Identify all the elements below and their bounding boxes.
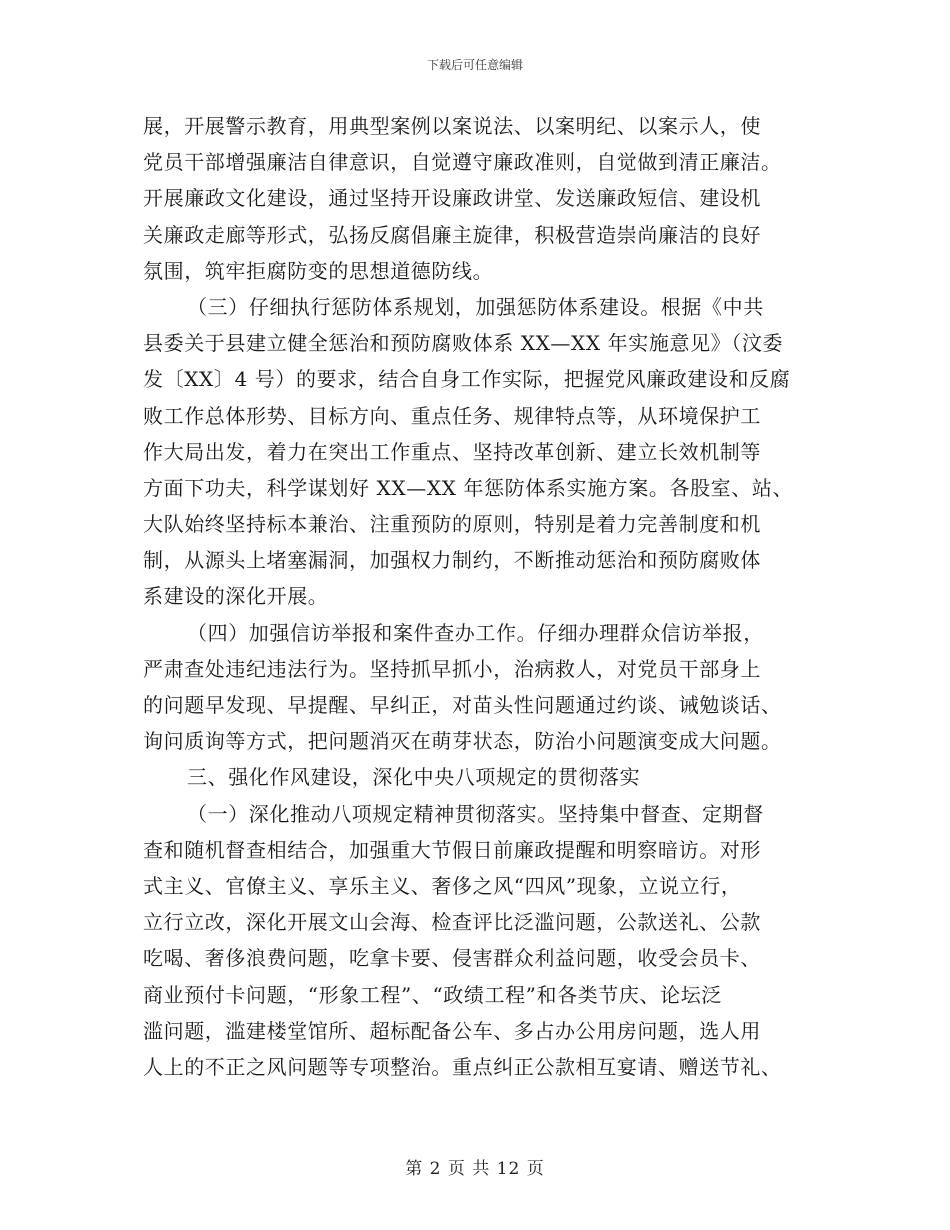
text-line: 询问质询等方式，把问题消灭在萌芽状态，防治小问题演变成大问题。 [143,729,782,754]
text-line: 县委关于县建立健全惩治和预防腐败体系 XX—XX 年实施意见》（汶委 [143,331,784,356]
text-line: 大队始终坚持标本兼治、注重预防的原则，特别是着力完善制度和机 [143,512,761,537]
text-line: 发〔XX〕4 号）的要求，结合自身工作实际，把握党风廉政建设和反腐 [143,367,791,392]
section-heading: 三、强化作风建设，深化中央八项规定的贯彻落实 [187,765,641,790]
text-line: 败工作总体形势、目标方向、重点任务、规律特点等，从环境保护工 [143,403,761,428]
text-line: 立行立改，深化开展文山会海、检查评比泛滥问题，公款送礼、公款 [143,910,761,935]
text-line: 的问题早发现、早提醒、早纠正，对苗头性问题通过约谈、诫勉谈话、 [143,693,782,717]
text-line: 严肃查处违纪违法行为。坚持抓早抓小，治病救人，对党员干部身上 [143,656,761,681]
text-line: 滥问题，滥建楼堂馆所、超标配备公车、多占办公用房问题，选人用 [143,1018,761,1043]
text-line: 作大局出发，着力在突出工作重点、坚持改革创新、建立长效机制等 [143,439,761,464]
paragraph-start-line: （四）加强信访举报和案件查办工作。仔细办理群众信访举报， [187,620,764,645]
text-line: 党员干部增强廉洁自律意识，自觉遵守廉政准则，自觉做到清正廉洁。 [143,150,782,175]
page-number-footer: 第 2 页 共 12 页 [405,1159,545,1179]
page-header: 下载后可任意编辑 [426,58,523,72]
text-line: 人上的不正之风问题等专项整治。重点纠正公款相互宴请、赠送节礼、 [143,1054,782,1079]
text-line: 系建设的深化开展。 [143,584,329,609]
text-line: 查和随机督查相结合，加强重大节假日前廉政提醒和明察暗访。对形 [143,837,761,862]
text-line: 制，从源头上堵塞漏洞，加强权力制约，不断推动惩治和预防腐败体 [143,548,761,573]
document-body [143,108,811,1085]
text-line: 关廉政走廊等形式，弘扬反腐倡廉主旋律，积极营造崇尚廉洁的良好 [143,222,761,247]
text-line: 展，开展警示教育，用典型案例以案说法、以案明纪、以案示人，使 [143,114,761,138]
text-line: 开展廉政文化建设，通过坚持开设廉政讲堂、发送廉政短信、建设机 [143,186,761,211]
text-line: 方面下功夫，科学谋划好 XX—XX 年惩防体系实施方案。各股室、站、 [143,475,794,500]
paragraph-start-line: （一）深化推动八项规定精神贯彻落实。坚持集中督查、定期督 [187,801,764,826]
paragraph-start-line: （三）仔细执行惩防体系规划，加强惩防体系建设。根据《中共 [187,294,764,319]
text-line: 吃喝、奢侈浪费问题，吃拿卡要、侵害群众利益问题，收受会员卡、 [143,946,761,971]
text-line: 商业预付卡问题，“形象工程”、“政绩工程”和各类节庆、论坛泛 [143,982,722,1007]
text-line: 式主义、官僚主义、享乐主义、奢侈之风“四风”现象，立说立行， [143,873,742,898]
text-line: 氛围，筑牢拒腐防变的思想道德防线。 [143,258,494,283]
